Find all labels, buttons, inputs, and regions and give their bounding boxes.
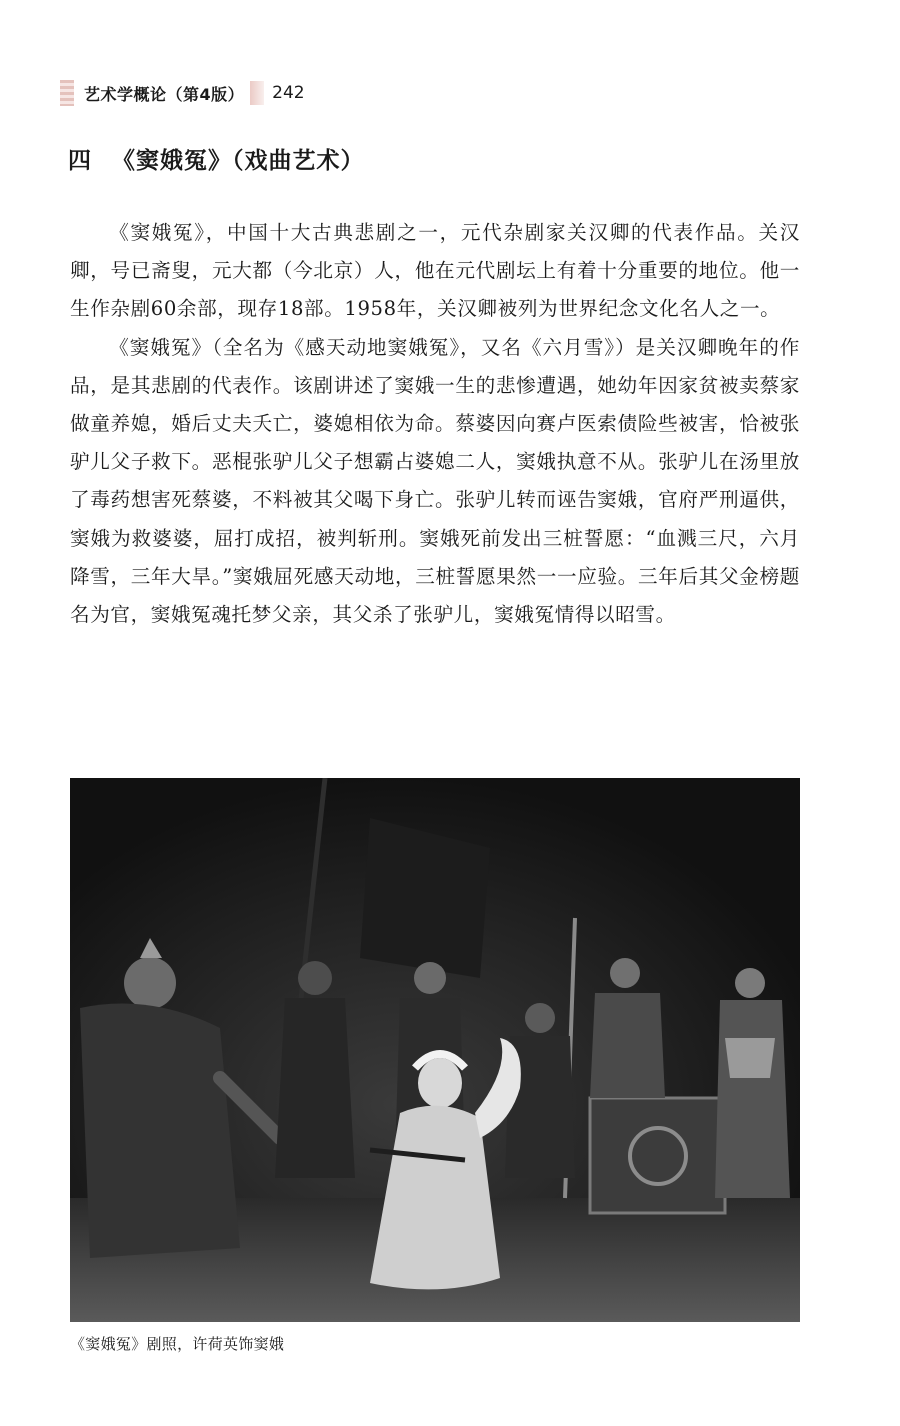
attendant-body: [715, 1000, 790, 1198]
paragraph-1: 《窦娥冤》，中国十大古典悲剧之一，元代杂剧家关汉卿的代表作品。关汉卿，号已斋叟，元大都（今北京）人，他在元代剧坛上有着十分重要的地位。他一生作杂剧60余部，现存18部。1958年，关汉卿被列为世界纪念文化名人之一。: [70, 221, 800, 321]
running-header: [60, 78, 305, 108]
page-number: 242: [272, 83, 305, 103]
header-decoration: [60, 80, 74, 106]
stage-photo-illustration: [70, 778, 800, 1322]
paragraph-2: 《窦娥冤》（全名为《感天动地窦娥冤》，又名《六月雪》）是关汉卿晚年的作品，是其悲剧的代表作。该剧讲述了窦娥一生的悲惨遭遇，她幼年因家贫被卖蔡家做童养媳，婚后丈夫夭亡，婆媳相依为命。蔡婆因向赛卢医索债险些被害，恰被张驴儿父子救下。恶棍张驴儿父子想霸占婆媳二人，窦娥执意不从。张驴儿在汤里放了毒药想害死蔡婆，不料被其父喝下身亡。张驴儿转而诬告窦娥，官府严刑逼供，窦娥为救婆婆，屈打成招，被判斩刑。窦娥死前发出三桩誓愿：“血溅三尺，六月降雪，三年大旱。”窦娥屈死感天动地，三桩誓愿果然一一应验。三年后其父金榜题名为官，窦娥冤魂托梦父亲，其父杀了张驴儿，窦娥冤情得以昭雪。: [70, 335, 800, 627]
guard-left-body: [80, 1004, 240, 1259]
attendant-head: [735, 968, 765, 998]
section-heading: [68, 142, 365, 175]
header-separator: [250, 81, 264, 105]
guard-left-head: [124, 957, 176, 1009]
magistrate-table: [590, 1098, 725, 1213]
soldier-3-head: [525, 1003, 555, 1033]
section-number: 四: [68, 148, 92, 174]
body-text: [70, 214, 800, 634]
opera-stage-photo: [70, 778, 800, 1322]
photo-caption: 《窦娥冤》剧照，许荷英饰窦娥: [70, 1335, 285, 1353]
section-title-text: 《窦娥冤》（戏曲艺术）: [112, 148, 365, 174]
soldier-1-head: [298, 961, 332, 995]
official-head: [610, 958, 640, 988]
soldier-1-body: [275, 998, 355, 1178]
soldier-2-head: [414, 962, 446, 994]
book-title: 艺术学概论（第4版）: [84, 84, 245, 104]
official-body: [590, 993, 665, 1098]
attendant-collar: [725, 1038, 775, 1078]
dou-e-head: [418, 1058, 462, 1108]
